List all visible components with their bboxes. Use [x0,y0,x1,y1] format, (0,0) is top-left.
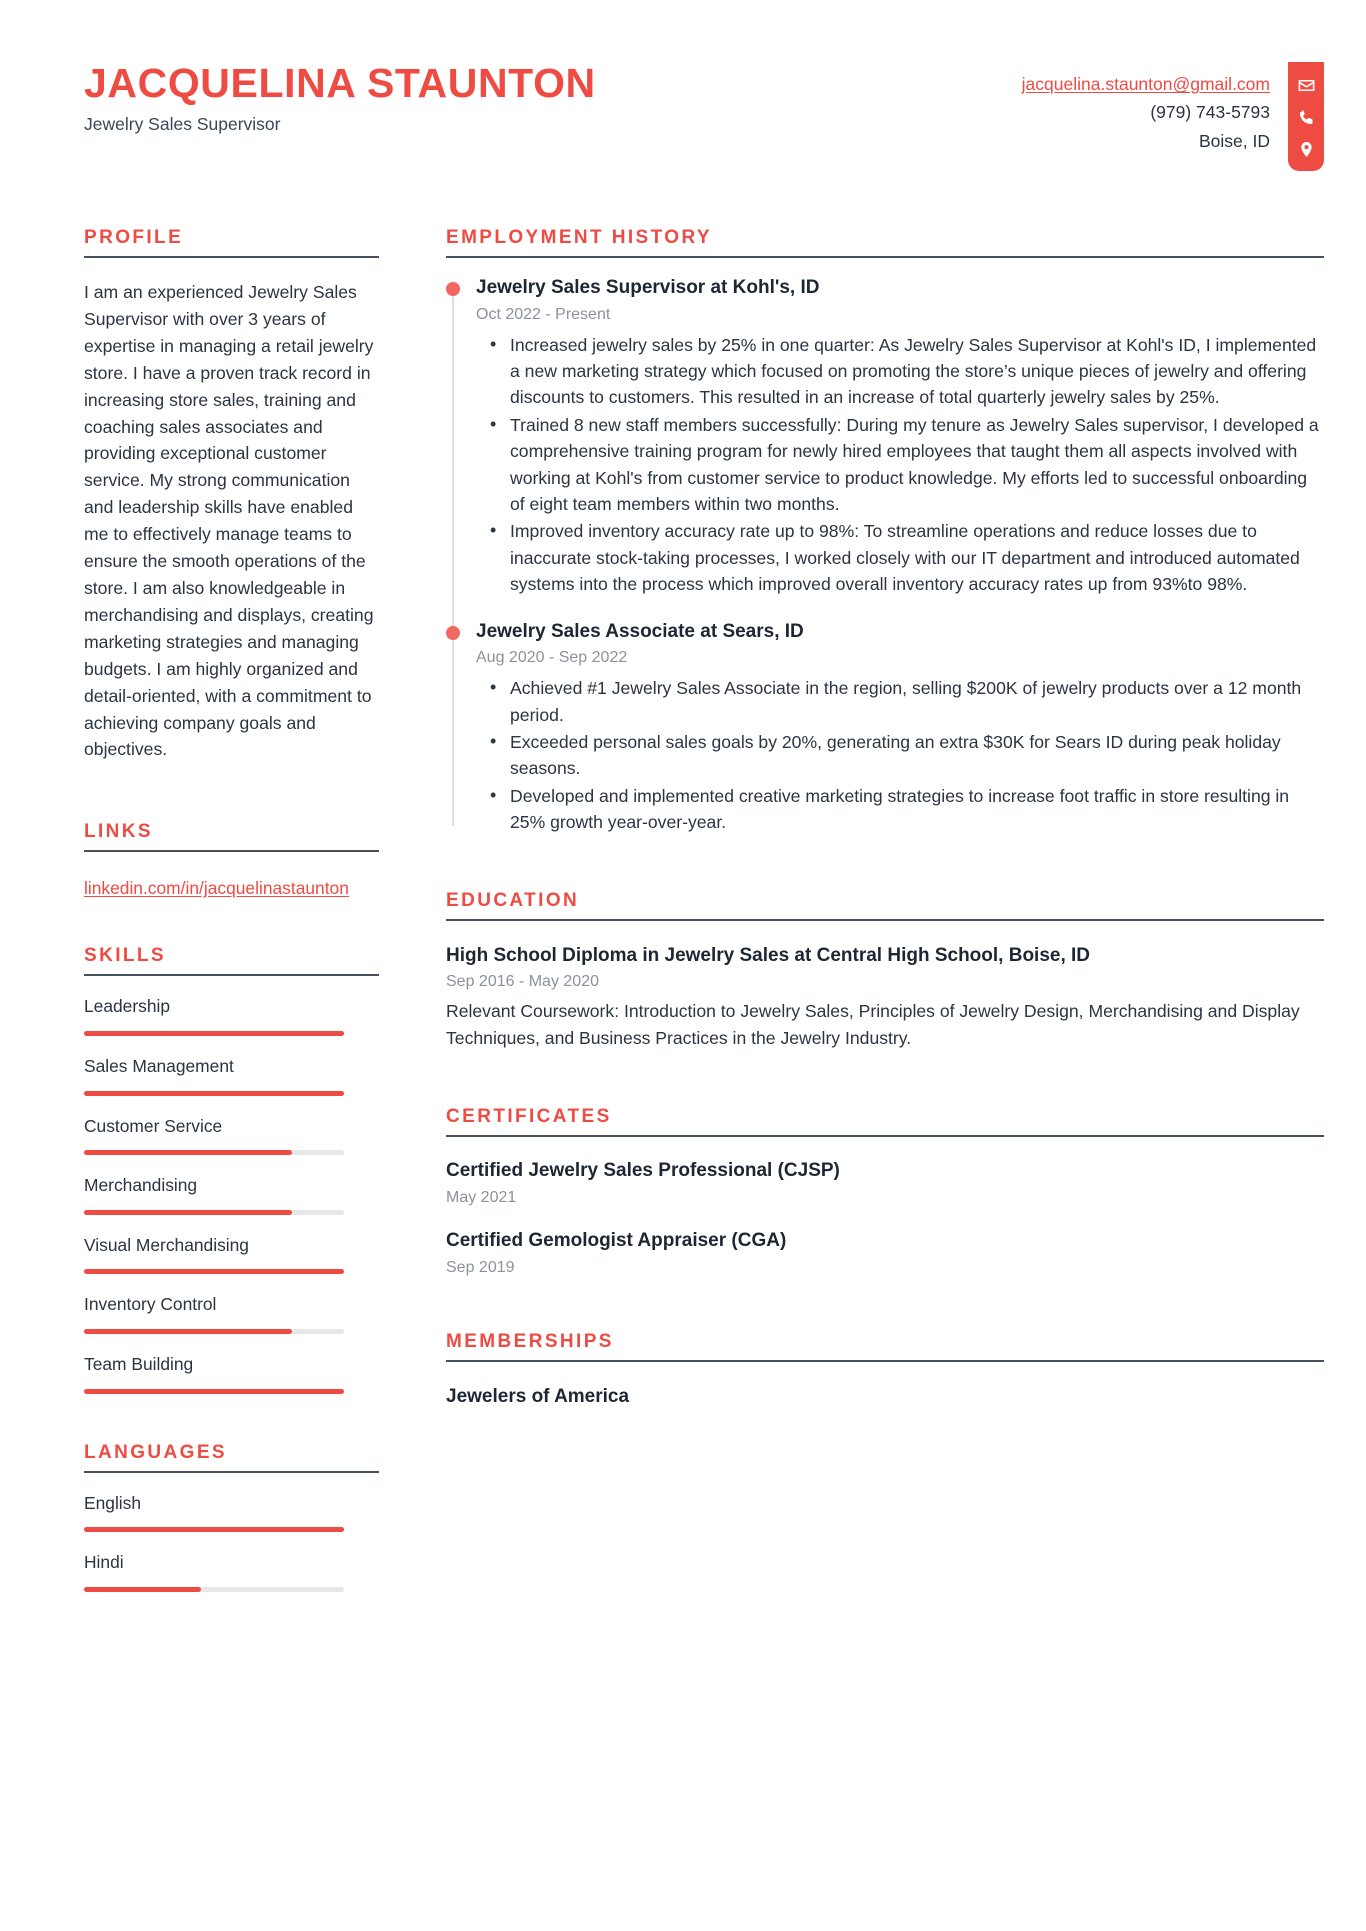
language-item-meter [84,1527,344,1532]
bullet-item: • Increased jewelry sales by 25% in one quarter: As Jewelry Sales Supervisor at Kohl's ID, I implemented a new marketing strategy which focused on promoting the store’s unique pieces of jewelry and offering discounts to customers. This resulted in an increase of total quarterly jewelry sales by 25%. [510,332,1324,411]
skill-item [84,1353,379,1394]
timeline-dot-icon [446,626,460,640]
skill-item [84,1174,379,1215]
memberships-list [446,1384,1324,1410]
employment-entry-dates: Aug 2020 - Sep 2022 [476,649,628,667]
certificate-entry-dates: May 2021 [446,1188,517,1206]
sidebar-column [84,227,379,1592]
resume-body [0,227,1366,1592]
employment-entry-bullets [476,675,1324,835]
contact-block [1022,62,1366,171]
skills-list [84,995,379,1393]
links-section-title: LINKS [84,821,153,843]
bullet-item: • Achieved #1 Jewelry Sales Associate in the region, selling $200K of jewelry products over a 12 month period. [510,675,1324,728]
contact-icon-badge [1288,62,1324,171]
profile-section-title: PROFILE [84,227,184,248]
skill-item [84,1293,379,1334]
languages-section-rule [84,1471,379,1473]
skill-item-meter [84,1329,344,1334]
memberships-section [446,1331,1324,1410]
skill-item-label: Customer Service [84,1115,223,1136]
education-section-title: EDUCATION [446,889,580,911]
skill-item-meter-fill [84,1329,292,1334]
envelope-icon [1297,76,1316,95]
skill-item-meter [84,1150,344,1155]
skill-item-meter [84,1389,344,1394]
membership-entry [446,1384,1324,1410]
employment-section-rule [446,256,1324,258]
skills-section-title: SKILLS [84,945,166,967]
certificate-entry [446,1228,1324,1277]
employment-entry-heading: Jewelry Sales Supervisor at Kohl's, ID [476,277,820,298]
skill-item-meter-fill [84,1150,292,1155]
certificates-section [446,1106,1324,1277]
language-item-label: English [84,1492,142,1513]
certificate-entry-heading: Certified Jewelry Sales Professional (CJSP) [446,1159,840,1181]
location-pin-icon [1297,140,1316,159]
skill-item [84,1115,379,1156]
education-list [446,943,1324,1052]
links-section [84,821,379,899]
languages-section-title: LANGUAGES [84,1441,227,1463]
skill-item-meter-fill [84,1091,344,1096]
skill-item-meter-fill [84,1210,292,1215]
skill-item-label: Visual Merchandising [84,1234,249,1255]
identity-block [0,62,596,135]
membership-entry-heading: Jewelers of America [446,1385,630,1407]
language-item [84,1551,379,1592]
bullet-item: • Exceeded personal sales goals by 20%, generating an extra $30K for Sears ID during peak holiday seasons. [510,729,1324,782]
memberships-section-rule [446,1360,1324,1362]
contact-lines [1022,62,1288,155]
employment-entry-dates: Oct 2022 - Present [476,305,611,323]
candidate-job-title: Jewelry Sales Supervisor [84,114,281,135]
language-item-label: Hindi [84,1552,124,1573]
candidate-name: JACQUELINA STAUNTON [84,60,596,106]
skill-item-meter-fill [84,1031,344,1036]
skill-item-label: Leadership [84,996,171,1017]
skill-item-meter-fill [84,1269,344,1274]
employment-timeline [446,276,1324,836]
employment-section-title: EMPLOYMENT HISTORY [446,227,712,248]
profile-section-rule [84,256,379,258]
certificate-entry-heading: Certified Gemologist Appraiser (CGA) [446,1229,787,1251]
language-item-meter-fill [84,1587,201,1592]
certificates-section-rule [446,1135,1324,1137]
employment-section [446,227,1324,836]
skill-item-meter [84,1269,344,1274]
skill-item [84,995,379,1036]
contact-phone: (979) 743-5793 [1150,102,1270,123]
skill-item-meter-fill [84,1389,344,1394]
education-section-rule [446,919,1324,921]
language-item-meter [84,1587,344,1592]
bullet-item: • Developed and implemented creative marketing strategies to increase foot traffic in store resulting in 25% growth year-over-year. [510,783,1324,836]
skill-item-label: Team Building [84,1354,194,1375]
resume-header [0,0,1366,171]
employment-entry [476,620,1324,836]
education-entry [446,943,1324,1052]
languages-section [84,1442,379,1592]
education-entry-dates: Sep 2016 - May 2020 [446,973,599,991]
timeline-dot-icon [446,282,460,296]
skill-item-meter [84,1210,344,1215]
education-entry-description: Relevant Coursework: Introduction to Jewelry Sales, Principles of Jewelry Design, Merchandising and Display Techniques, and Business Practices in the Jewelry Industry. [446,1001,1300,1049]
employment-entry-bullets [476,332,1324,598]
skills-section [84,945,379,1393]
languages-list [84,1492,379,1592]
certificate-entry [446,1158,1324,1207]
employment-entry [476,276,1324,598]
memberships-section-title: MEMBERSHIPS [446,1330,614,1352]
links-section-rule [84,850,379,852]
education-entry-heading: High School Diploma in Jewelry Sales at Central High School, Boise, ID [446,944,1091,966]
skill-item-label: Merchandising [84,1175,198,1196]
skill-item-meter [84,1091,344,1096]
skill-item-meter [84,1031,344,1036]
skill-item-label: Inventory Control [84,1294,217,1315]
link-item[interactable]: linkedin.com/in/jacquelinastaunton [84,878,349,899]
phone-icon [1297,108,1316,127]
certificates-section-title: CERTIFICATES [446,1105,612,1127]
education-section [446,890,1324,1052]
employment-entry-heading: Jewelry Sales Associate at Sears, ID [476,620,804,642]
language-item [84,1492,379,1533]
profile-text: I am an experienced Jewelry Sales Supervisor with over 3 years of expertise in managing a retail jewelry store. I have a proven track record in increasing store sales, training and coaching sales associates and providing exceptional customer service. My strong communication and leadership skills have enabled me to effectively manage teams to ensure the smooth operations of the store. I am also knowledgeable in merchandising and displays, creating marketing strategies and managing budgets. I am highly organized and detail-oriented, with a commitment to achieving company goals and objectives. [84,282,374,760]
skill-item [84,1055,379,1096]
language-item-meter-fill [84,1527,344,1532]
skill-item [84,1234,379,1275]
contact-email[interactable]: jacquelina.staunton@gmail.com [1021,74,1270,94]
main-column [446,227,1324,1409]
bullet-item: • Improved inventory accuracy rate up to 98%: To streamline operations and reduce losses due to inaccurate stock-taking processes, I worked closely with our IT department and introduced automated systems into the process which improved overall inventory accuracy rates up from 93%to 98%. [510,518,1324,597]
bullet-item: • Trained 8 new staff members successfully: During my tenure as Jewelry Sales supervisor, I developed a comprehensive training program for newly hired employees that taught them all aspects involved with working at Kohl's from customer service to product knowledge. My efforts led to successful onboarding of eight team members within two months. [510,412,1324,518]
skills-section-rule [84,974,379,976]
skill-item-label: Sales Management [84,1055,234,1076]
profile-section [84,227,379,763]
contact-location: Boise, ID [1199,130,1270,151]
certificates-list [446,1158,1324,1277]
certificate-entry-dates: Sep 2019 [446,1258,515,1276]
